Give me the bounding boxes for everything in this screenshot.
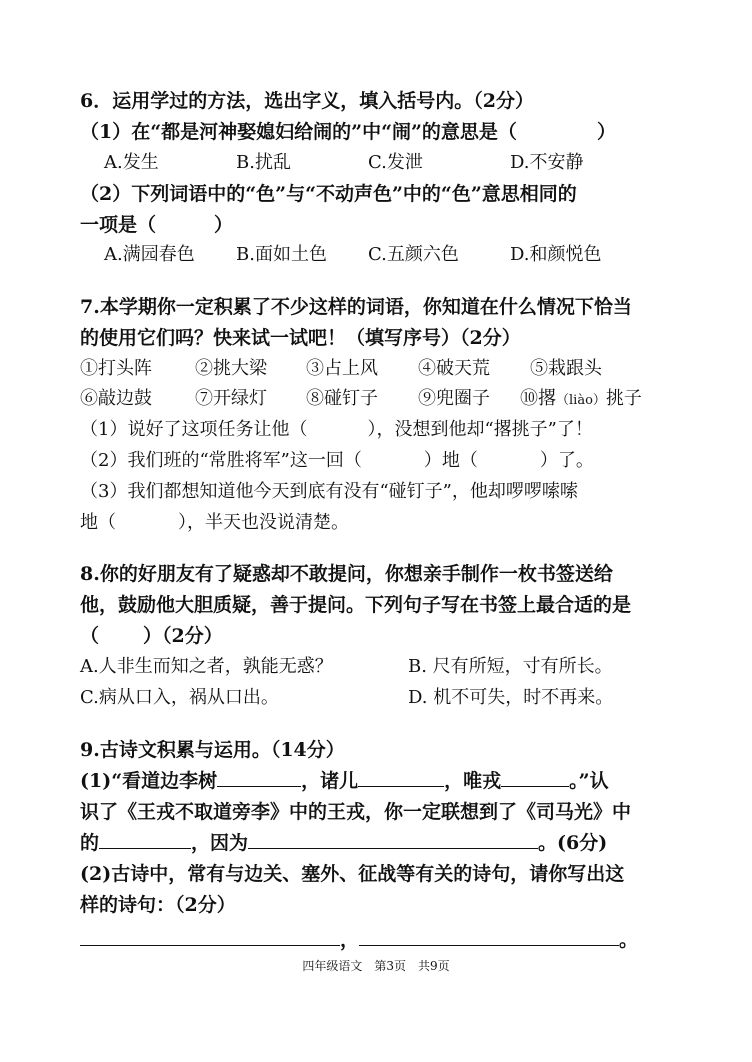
q7-sentence-3: （3）我们都想知道他今天到底有没有“碰钉子”，他却啰啰嗦嗦	[80, 481, 578, 502]
q9-title: 9.古诗文积累与运用。（14分）	[80, 739, 345, 761]
q7-s2-text: （2）我们班的“常胜将军”这一回（	[80, 450, 362, 471]
q6-sub1-text: （1）在“都是河神娶媳妇给闹的”中“闹”的意思是（	[80, 121, 517, 143]
q9-p2-line1: (2)古诗中，常有与边关、塞外、征战等有关的诗句，请你写出这	[80, 863, 625, 885]
q6-sub2-option-b[interactable]: B.面如土色	[236, 244, 327, 265]
q7-word-6: ⑥敲边鼓	[80, 388, 152, 409]
q9-p1-line3	[80, 828, 752, 858]
q6-sub2-text: 一项是（	[80, 214, 157, 236]
q9-p1-line1	[80, 766, 752, 796]
q9-p1-text-h: 。(6分)	[538, 832, 608, 854]
q9-p1-blank-3[interactable]	[501, 768, 569, 787]
q7-sentence-3-cont	[80, 508, 752, 538]
q7-s1-text-end: ），没想到他却“撂挑子”了！	[367, 419, 593, 440]
q8-line3	[80, 621, 752, 651]
q7-s1-text: （1）说好了这项任务让他（	[80, 419, 308, 440]
q8-paren-close: ）（2分）	[143, 625, 223, 647]
q8-line1: 8.你的好朋友有了疑惑却不敢提问，你想亲手制作一枚书签送给	[80, 563, 613, 585]
q6-sub2-close: ）	[214, 214, 234, 236]
q9-p1-text-d: 。”认	[569, 770, 609, 792]
q6-sub1-option-b[interactable]: B.扰乱	[236, 152, 291, 173]
q6-sub1-option-a[interactable]: A.发生	[104, 152, 159, 173]
q7-word-10-head: ⑩撂	[520, 388, 556, 409]
q9-p1-text-g: ，因为	[191, 832, 249, 854]
q6-title: 6．运用学过的方法，选出字义，填入括号内。（2分）	[80, 90, 534, 112]
q8-option-a[interactable]: A.人非生而知之者，孰能无惑？	[80, 656, 333, 677]
q7-word-10-tail: 挑子	[605, 388, 642, 409]
q7-word-10-pinyin: （liào）	[556, 393, 606, 408]
q8-line2: 他，鼓励他大胆质疑，善于提问。下列句子写在书签上最合适的是	[80, 594, 632, 616]
q7-word-3: ③占上风	[306, 358, 378, 379]
q9-p2-period: 。	[619, 929, 639, 951]
q6-sub2-option-c[interactable]: C.五颜六色	[368, 244, 459, 265]
q9-p1-blank-5[interactable]	[248, 830, 538, 849]
q9-p1-blank-1[interactable]	[217, 768, 301, 787]
q9-p1-text-a: (1)“看道边李树	[80, 770, 218, 792]
q7-s2-text-mid: ）地（	[423, 450, 478, 471]
q7-line2: 的使用它们吗？快来试一试吧！（填写序号）（2分）	[80, 327, 521, 349]
q9-p1-blank-4[interactable]	[99, 830, 191, 849]
q7-s3-text-end: ），半天也没说清楚。	[178, 512, 349, 533]
q9-p2-blank-2[interactable]	[359, 927, 619, 946]
q8-option-c[interactable]: C.病从口入，祸从口出。	[80, 687, 279, 708]
q7-line1: 7.本学期你一定积累了不少这样的词语，你知道在什么情况下恰当	[80, 296, 632, 318]
q7-sentence-1	[80, 415, 752, 445]
q6-sub1-option-c[interactable]: C.发泄	[368, 152, 423, 173]
q6-sub1-close: ）	[596, 121, 616, 143]
q6-sub2-line2	[80, 210, 752, 240]
q7-word-9: ⑨兜圈子	[418, 388, 490, 409]
q9-p1-text-f: 的	[80, 832, 100, 854]
q6-sub1-option-d[interactable]: D.不安静	[510, 152, 584, 173]
q7-s3-text: 地（	[80, 512, 116, 533]
page-footer: 四年级语文 第3页 共9页	[302, 959, 450, 973]
q7-word-4: ④破天荒	[418, 358, 490, 379]
q9-p2-comma: ，	[340, 929, 360, 951]
q6-sub2-option-d[interactable]: D.和颜悦色	[510, 244, 602, 265]
q7-word-10	[520, 384, 642, 416]
q8-option-b[interactable]: B. 尺有所短，寸有所长。	[408, 656, 613, 677]
q8-option-d[interactable]: D. 机不可失，时不再来。	[408, 687, 614, 708]
q9-p2-line2: 样的诗句：（2分）	[80, 894, 236, 916]
q6-sub1-stem	[80, 117, 752, 147]
q7-word-7: ⑦开绿灯	[195, 388, 267, 409]
q6-sub2-line1: （2）下列词语中的“色”与“不动声色”中的“色”意思相同的	[80, 183, 577, 205]
q7-s2-text-end: ）了。	[539, 450, 594, 471]
q8-paren-open: （	[80, 625, 100, 647]
q9-p1-line2: 识了《王戎不取道旁李》中的王戎，你一定联想到了《司马光》中	[80, 801, 632, 823]
q7-word-2: ②挑大梁	[195, 358, 267, 379]
q6-sub2-option-a[interactable]: A.满园春色	[104, 244, 195, 265]
q9-p2-blank-1[interactable]	[80, 927, 340, 946]
q7-word-5: ⑤栽跟头	[530, 358, 602, 379]
q9-p1-blank-2[interactable]	[358, 768, 444, 787]
q9-p1-text-c: ，唯戎	[444, 770, 502, 792]
q7-word-1: ①打头阵	[80, 358, 152, 379]
q7-sentence-2	[80, 446, 752, 476]
q9-p1-text-b: ，诸儿	[301, 770, 359, 792]
q7-word-8: ⑧碰钉子	[306, 388, 378, 409]
q9-p2-answer-line	[80, 925, 752, 955]
